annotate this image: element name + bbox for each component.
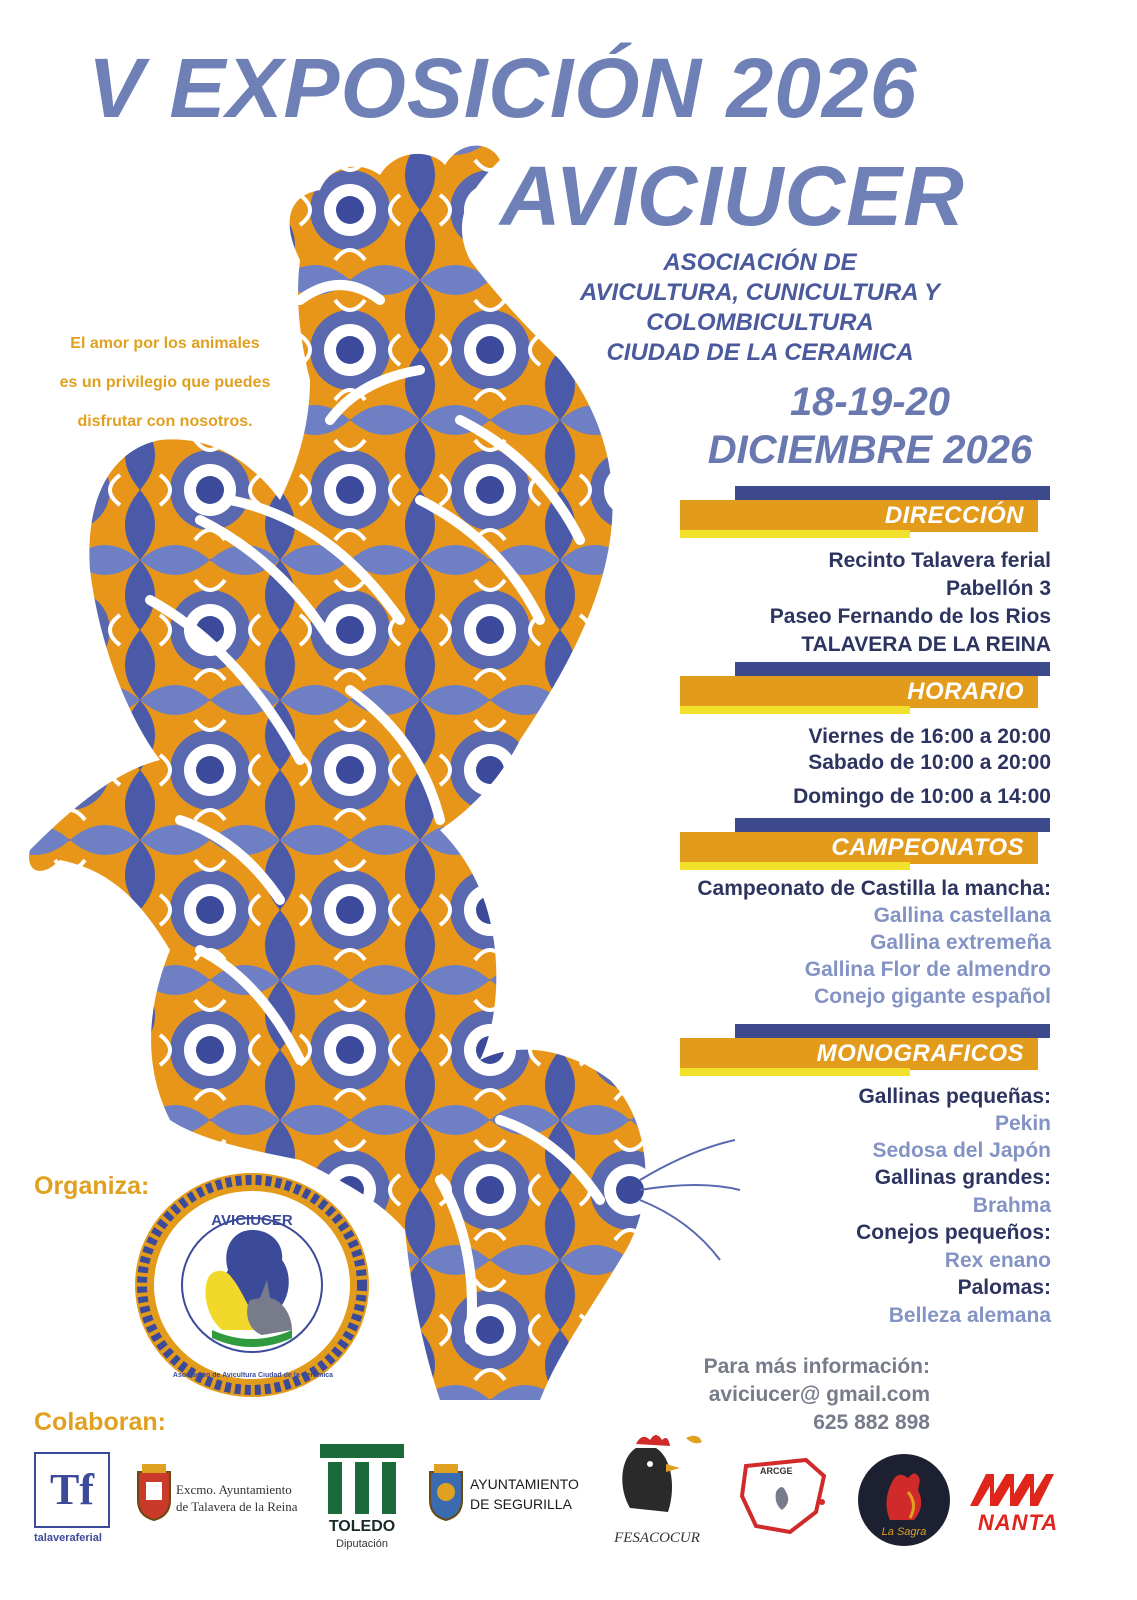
- monograficos-heading: MONOGRAFICOS: [816, 1040, 1024, 1067]
- monograph-group-title: Palomas:: [957, 1276, 1051, 1299]
- motto-line: El amor por los animales: [70, 335, 260, 352]
- championship-item: Conejo gigante español: [814, 985, 1051, 1008]
- monograph-item: Sedosa del Japón: [872, 1139, 1051, 1162]
- la-sagra-logo: [856, 1452, 956, 1548]
- contact-label: Para más información:: [703, 1355, 930, 1378]
- horario-heading: HORARIO: [907, 678, 1024, 705]
- monograph-group-title: Gallinas grandes:: [874, 1166, 1051, 1189]
- ayto-talavera-logo: [134, 1462, 324, 1542]
- contact-phone[interactable]: 625 882 898: [813, 1411, 930, 1434]
- schedule-line: Domingo de 10:00 a 14:00: [793, 785, 1051, 808]
- monograph-item: Rex enano: [944, 1249, 1051, 1272]
- contact-info: [640, 1353, 930, 1437]
- aviciucer-logo: [132, 1170, 372, 1400]
- monograph-group-title: Conejos pequeños:: [856, 1221, 1051, 1244]
- association-line: AVICULTURA, CUNICULTURA Y: [580, 279, 940, 306]
- rooster-head-icon: [606, 1428, 706, 1524]
- address-line: Pabellón 3: [945, 577, 1051, 600]
- address-line: TALAVERA DE LA REINA: [801, 633, 1051, 656]
- nanta-text: NANTA: [977, 1510, 1059, 1535]
- toledo-diputacion-logo: [316, 1444, 408, 1550]
- toledo-mark-icon: [320, 1444, 404, 1514]
- logo-title: AVICIUCER: [211, 1212, 293, 1229]
- event-month-year: DICIEMBRE 2026: [707, 428, 1033, 472]
- toledo-title: TOLEDO: [328, 1518, 396, 1535]
- segurilla-line: AYUNTAMIENTO: [470, 1476, 579, 1492]
- contact-email[interactable]: aviciucer@ gmail.com: [708, 1383, 930, 1406]
- toledo-subtitle: Diputación: [336, 1538, 388, 1550]
- direccion-heading: DIRECCIÓN: [884, 502, 1024, 529]
- fesacocur-logo: [602, 1428, 712, 1552]
- monograph-item: Belleza alemana: [888, 1304, 1051, 1327]
- arcge-text: ARCGE: [760, 1466, 793, 1476]
- segurilla-shield-icon: [426, 1462, 466, 1522]
- direccion-heading-band: [680, 486, 1050, 544]
- association-line: COLOMBICULTURA: [646, 309, 874, 336]
- main-title: V EXPOSICIÓN 2026: [88, 41, 918, 135]
- address-line: Paseo Fernando de los Rios: [769, 605, 1051, 628]
- segurilla-line: DE SEGURILLA: [470, 1496, 572, 1512]
- tf-text: talaveraferial: [34, 1532, 102, 1544]
- ayto-talavera-line: de Talavera de la Reina: [176, 1499, 298, 1514]
- fesacocur-text: FESACOCUR: [614, 1530, 700, 1546]
- nanta-logo: [964, 1470, 1074, 1540]
- championship-item: Gallina Flor de almendro: [804, 958, 1051, 981]
- association-full-name: [540, 248, 980, 368]
- colaboran-label: Colaboran:: [34, 1408, 166, 1436]
- segurilla-logo: [426, 1462, 596, 1532]
- monograph-item: Brahma: [972, 1194, 1051, 1217]
- motto: [40, 324, 290, 441]
- spain-map-icon: [736, 1452, 832, 1538]
- ayto-talavera-line: Excmo. Ayuntamiento: [176, 1482, 292, 1497]
- monograph-item: Pekin: [994, 1112, 1051, 1135]
- talavera-shield-icon: [134, 1462, 174, 1522]
- monograph-group-title: Gallinas pequeñas:: [858, 1085, 1051, 1108]
- campeonatos-heading-band: [680, 818, 1050, 876]
- arcge-logo: [736, 1452, 836, 1542]
- nanta-mark-icon: [966, 1470, 1070, 1510]
- championship-item: Gallina extremeña: [870, 931, 1051, 954]
- event-days: 18-19-20: [789, 380, 951, 424]
- schedule-line: Viernes de 16:00 a 20:00: [808, 725, 1051, 748]
- motto-line: es un privilegio que puedes: [59, 374, 271, 391]
- la-sagra-text: La Sagra: [881, 1526, 927, 1538]
- championship-title: Campeonato de Castilla la mancha:: [697, 877, 1051, 900]
- campeonatos-heading: CAMPEONATOS: [831, 834, 1024, 861]
- association-line: ASOCIACIÓN DE: [663, 249, 857, 276]
- association-line: CIUDAD DE LA CERAMICA: [606, 339, 914, 366]
- address-line: Recinto Talavera ferial: [828, 549, 1051, 572]
- championship-item: Gallina castellana: [873, 904, 1051, 927]
- horario-heading-band: [680, 662, 1050, 720]
- schedule-line: Sabado de 10:00 a 20:00: [808, 751, 1051, 774]
- tf-mark: Tf: [34, 1452, 110, 1528]
- monograficos-heading-band: [680, 1024, 1050, 1082]
- motto-line: disfrutar con nosotros.: [77, 413, 253, 430]
- logo-ring-text: Asociación de Avicultura Ciudad de la Cerámica: [172, 1372, 334, 1379]
- association-name-title: AVICIUCER: [500, 149, 965, 243]
- organiza-label: Organiza:: [34, 1172, 150, 1200]
- talavera-ferial-logo: [34, 1452, 110, 1544]
